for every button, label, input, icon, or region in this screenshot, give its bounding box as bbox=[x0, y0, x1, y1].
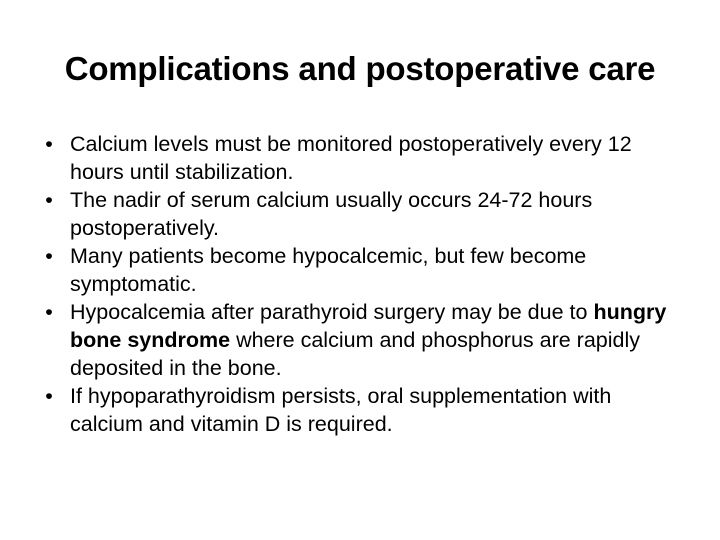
bullet-text: If hypoparathyroidism persists, oral supplementation with calcium and vitamin D is required. bbox=[70, 384, 612, 436]
emphasis-term: hungry bone syndrome bbox=[70, 300, 667, 352]
bullet-text-after: where calcium and phosphorus are rapidly deposited in the bone. bbox=[70, 328, 641, 380]
bullet-icon: • bbox=[45, 384, 53, 408]
bullet-text: The nadir of serum calcium usually occurs 24-72 hours postoperatively. bbox=[70, 188, 593, 240]
bullet-icon: • bbox=[45, 300, 53, 324]
bullet-item-nadir bbox=[36, 186, 686, 242]
bullet-text: Calcium levels must be monitored postoperatively every 12 hours until stabilization. bbox=[70, 132, 632, 184]
bullet-item-hypocalcemic bbox=[36, 242, 686, 298]
bullet-text-before: Hypocalcemia after parathyroid surgery may be due to bbox=[70, 300, 594, 324]
bullet-item-monitoring bbox=[36, 130, 686, 186]
bullet-text: Many patients become hypocalcemic, but few become symptomatic. bbox=[70, 244, 587, 296]
bullet-icon: • bbox=[45, 132, 53, 156]
slide-title: Complications and postoperative care bbox=[64, 50, 656, 87]
bullet-item-hungry-bone bbox=[36, 298, 686, 382]
bullet-icon: • bbox=[45, 188, 53, 212]
bullet-icon: • bbox=[45, 244, 53, 268]
bullet-list bbox=[36, 130, 686, 438]
bullet-item-supplementation bbox=[36, 382, 686, 438]
